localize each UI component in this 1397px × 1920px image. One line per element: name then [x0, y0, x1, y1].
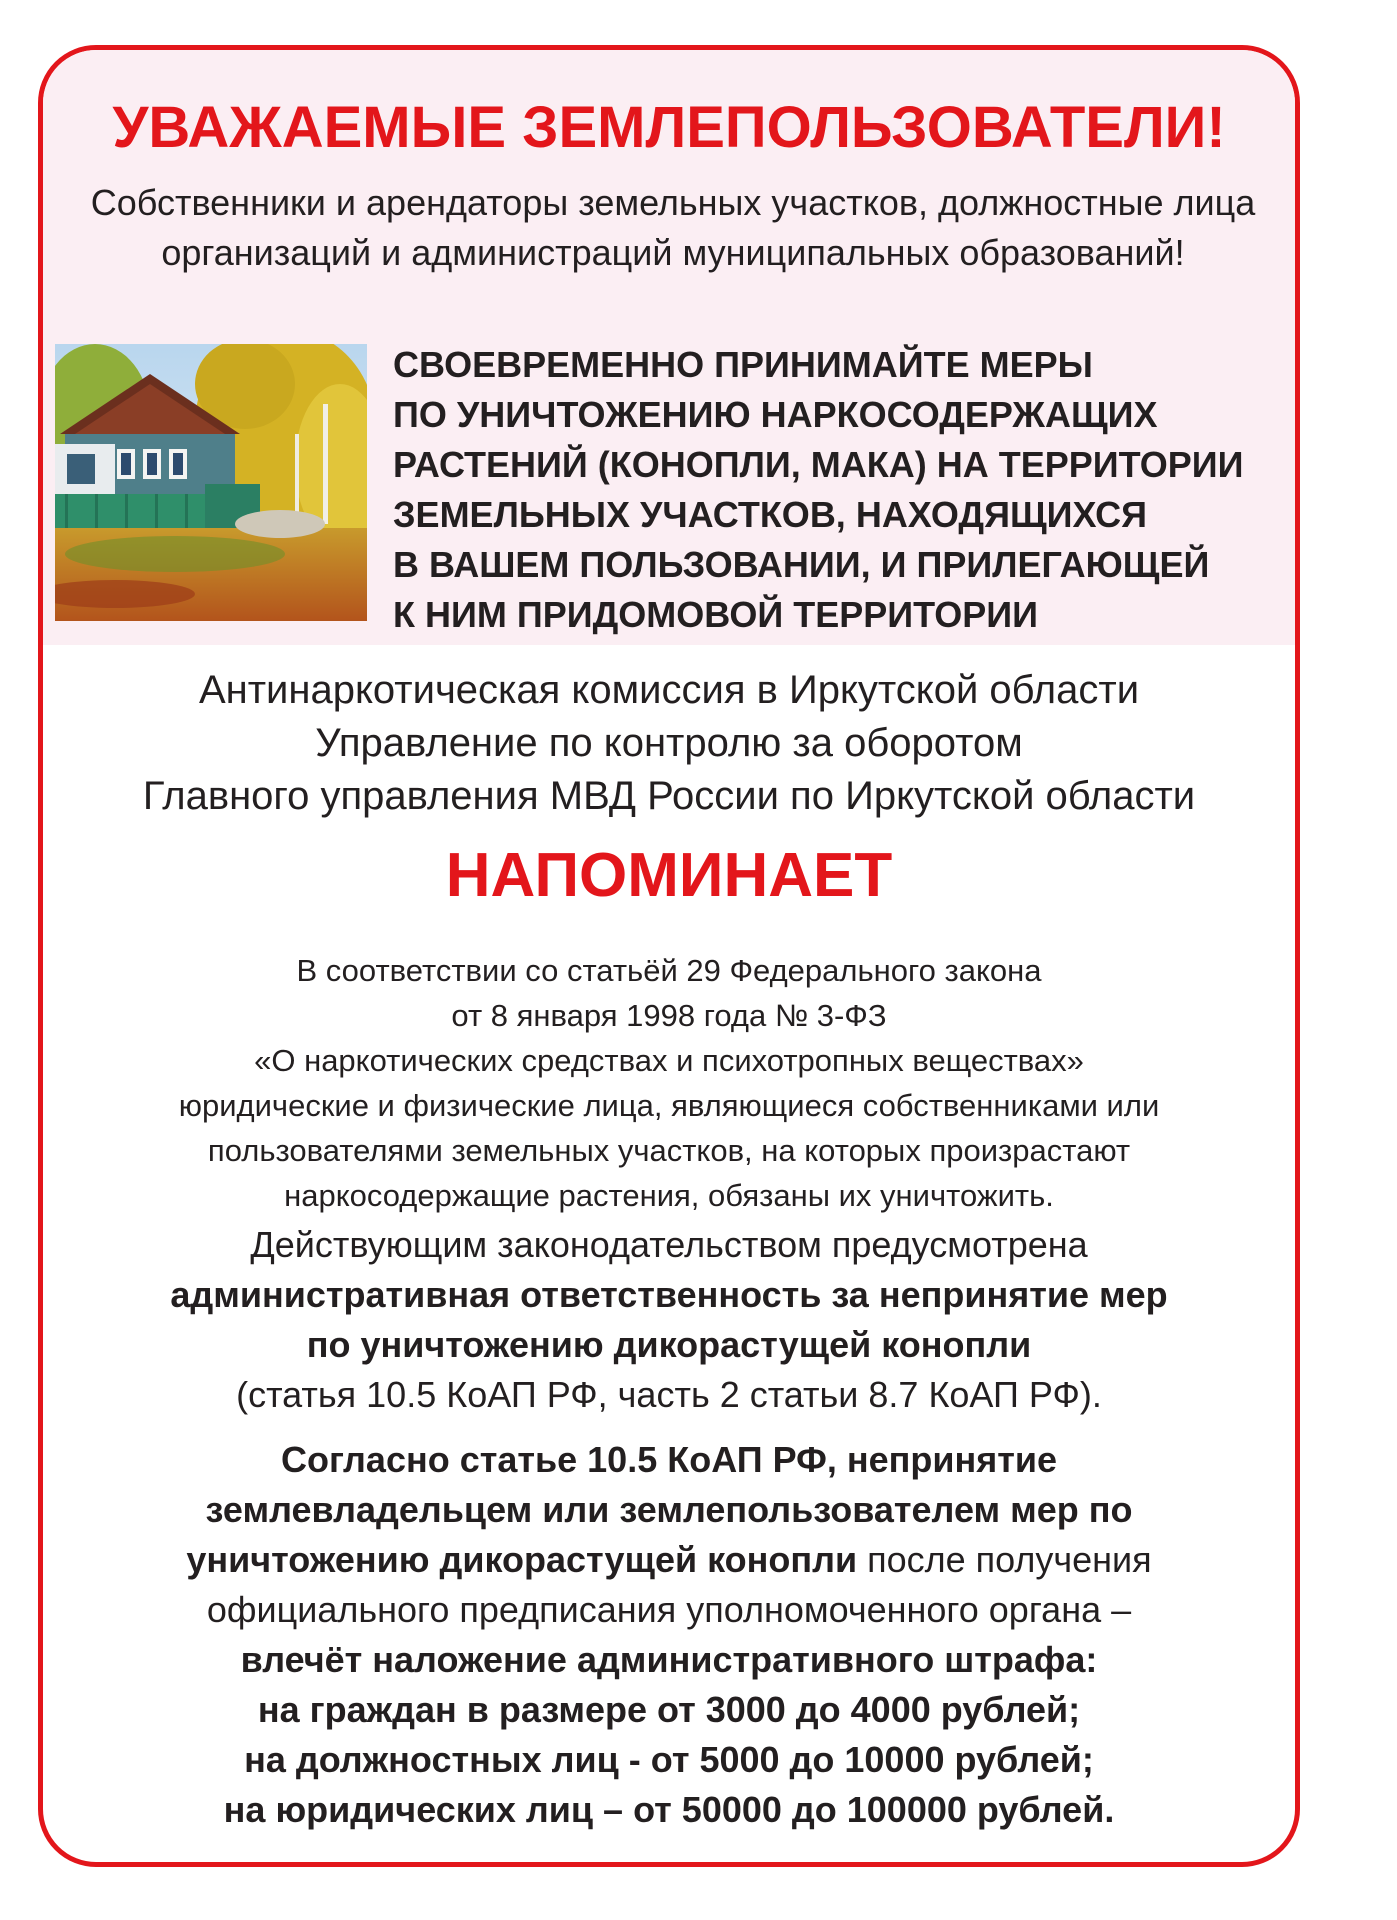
- fine-regular-part: после получения: [857, 1539, 1152, 1580]
- fine-line: на юридических лиц – от 50000 до 100000 рублей.: [223, 1789, 1115, 1830]
- house-photo: [55, 344, 367, 621]
- call-line: СВОЕВРЕМЕННО ПРИНИМАЙТЕ МЕРЫ: [393, 344, 1093, 385]
- fine-line: Согласно статье 10.5 КоАП РФ, непринятие: [280, 1439, 1058, 1480]
- liability-intro: Действующим законодательством предусмотрена: [250, 1224, 1088, 1265]
- law-line: наркосодержащие растения, обязаны их уничтожить.: [284, 1178, 1054, 1213]
- fine-paragraph: [43, 1435, 1295, 1835]
- poster-subtitle: Собственники и арендаторы земельных участков, должностные лица организаций и администраций муниципальных образований!: [90, 182, 1256, 273]
- fine-line-mixed: [43, 1535, 1295, 1585]
- call-to-action: [393, 340, 1293, 640]
- liability-bold-line: административная ответственность за непринятие мер: [170, 1274, 1168, 1315]
- law-line: В соответствии со статьёй 29 Федерального закона: [296, 953, 1042, 988]
- call-line: РАСТЕНИЙ (КОНОПЛИ, МАКА) НА ТЕРРИТОРИИ: [393, 444, 1244, 485]
- law-line: «О наркотических средствах и психотропных веществах»: [254, 1043, 1084, 1078]
- liability-bold-line: по уничтожению дикорастущей конопли: [306, 1324, 1032, 1365]
- organization-line: Главного управления МВД России по Иркутской области: [142, 774, 1196, 818]
- fine-line: на граждан в размере от 3000 до 4000 рублей;: [257, 1689, 1081, 1730]
- fine-line: на должностных лиц - от 5000 до 10000 рублей;: [244, 1739, 1094, 1780]
- fine-line: влечёт наложение административного штрафа:: [240, 1639, 1098, 1680]
- law-line: от 8 января 1998 года № 3-ФЗ: [451, 998, 887, 1033]
- poster-frame: [38, 45, 1300, 1867]
- call-line: ПО УНИЧТОЖЕНИЮ НАРКОСОДЕРЖАЩИХ: [393, 394, 1158, 435]
- poster-title: УВАЖАЕМЫЕ ЗЕМЛЕПОЛЬЗОВАТЕЛИ!: [112, 95, 1226, 160]
- call-line: К НИМ ПРИДОМОВОЙ ТЕРРИТОРИИ: [393, 594, 1038, 635]
- call-line: ЗЕМЕЛЬНЫХ УЧАСТКОВ, НАХОДЯЩИХСЯ: [393, 494, 1148, 535]
- reminder-heading: НАПОМИНАЕТ: [445, 841, 893, 910]
- organizations-block: [43, 664, 1295, 823]
- law-line: юридические и физические лица, являющиеся собственниками или: [178, 1088, 1160, 1123]
- law-line: пользователями земельных участков, на которых произрастают: [207, 1133, 1131, 1168]
- fine-line: официального предписания уполномоченного органа –: [206, 1589, 1132, 1630]
- call-line: В ВАШЕМ ПОЛЬЗОВАНИИ, И ПРИЛЕГАЮЩЕЙ: [393, 544, 1210, 585]
- organization-line: Антинаркотическая комиссия в Иркутской области: [198, 668, 1140, 712]
- organization-line: Управление по контролю за оборотом: [315, 721, 1023, 765]
- liability-paragraph: [43, 1220, 1295, 1420]
- liability-reference: (статья 10.5 КоАП РФ, часть 2 статьи 8.7 КоАП РФ).: [236, 1374, 1102, 1415]
- fine-bold-part: уничтожению дикорастущей конопли: [186, 1539, 858, 1580]
- law-paragraph: [43, 948, 1295, 1218]
- fine-line: землевладельцем или землепользователем мер по: [205, 1489, 1133, 1530]
